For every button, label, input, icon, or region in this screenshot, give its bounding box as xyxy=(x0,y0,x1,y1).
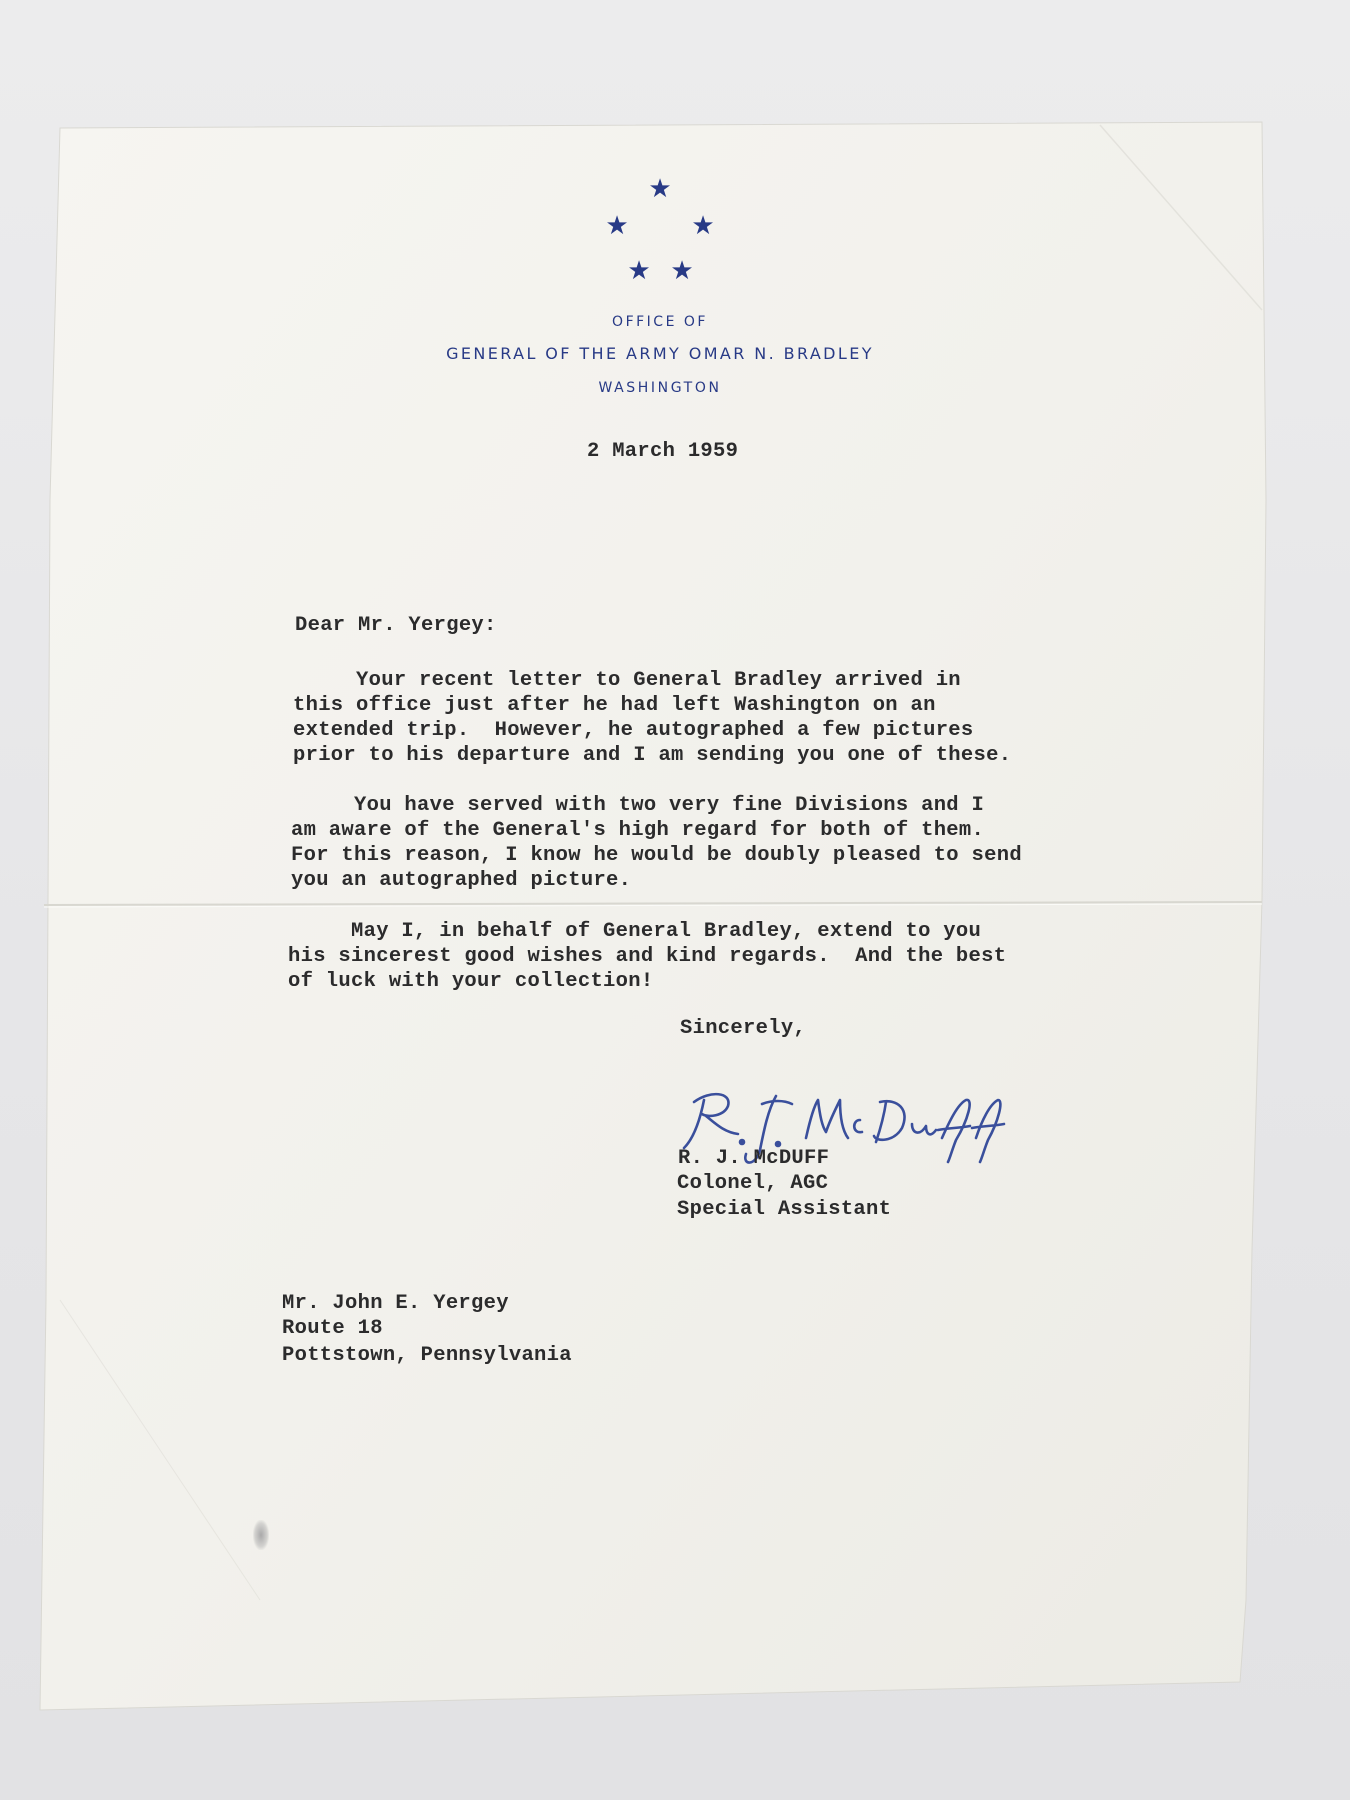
paragraph-line: For this reason, I know he would be doubly pleased to send xyxy=(291,844,1022,867)
paragraph-line: his sincerest good wishes and kind regards. And the best xyxy=(288,945,1007,968)
letterhead-star-icon: ★ xyxy=(627,256,651,286)
paragraph-line: am aware of the General's high regard for both of them. xyxy=(291,819,985,842)
letterhead-city: WASHINGTON xyxy=(598,380,722,396)
signer-rank: Colonel, AGC xyxy=(677,1172,829,1195)
ink-smudge xyxy=(253,1520,269,1550)
paragraph-line: extended trip. However, he autographed a few pictures xyxy=(293,719,974,742)
signer-title: Special Assistant xyxy=(677,1198,892,1221)
paragraph-line: prior to his departure and I am sending you one of these. xyxy=(293,744,1012,767)
letterhead-star-icon: ★ xyxy=(670,256,694,286)
paragraph-line: May I, in behalf of General Bradley, extend to you xyxy=(288,920,982,943)
paragraph-3 xyxy=(288,919,1006,994)
salutation: Dear Mr. Yergey: xyxy=(295,614,497,637)
letterhead-general: GENERAL OF THE ARMY OMAR N. BRADLEY xyxy=(446,344,874,363)
closing: Sincerely, xyxy=(680,1017,807,1040)
paragraph-line: Your recent letter to General Bradley arrived in xyxy=(293,669,961,692)
recipient-street: Route 18 xyxy=(282,1317,383,1340)
paragraph-line: this office just after he had left Washington on an xyxy=(293,694,936,717)
paragraph-2 xyxy=(291,793,1022,893)
signer-name: R. J. McDUFF xyxy=(678,1147,830,1170)
letterhead-star-icon: ★ xyxy=(691,211,715,241)
letter-date: 2 March 1959 xyxy=(587,440,739,463)
paragraph-line: You have served with two very fine Divisions and I xyxy=(291,794,985,817)
paragraph-1 xyxy=(293,668,1011,768)
paragraph-line: of luck with your collection! xyxy=(288,970,654,993)
recipient-name: Mr. John E. Yergey xyxy=(282,1292,509,1315)
letterhead-star-icon: ★ xyxy=(605,211,629,241)
paragraph-line: you an autographed picture. xyxy=(291,869,632,892)
recipient-city: Pottstown, Pennsylvania xyxy=(282,1344,572,1367)
letterhead-star-icon: ★ xyxy=(648,174,672,204)
letterhead-office-of: OFFICE OF xyxy=(612,314,708,330)
